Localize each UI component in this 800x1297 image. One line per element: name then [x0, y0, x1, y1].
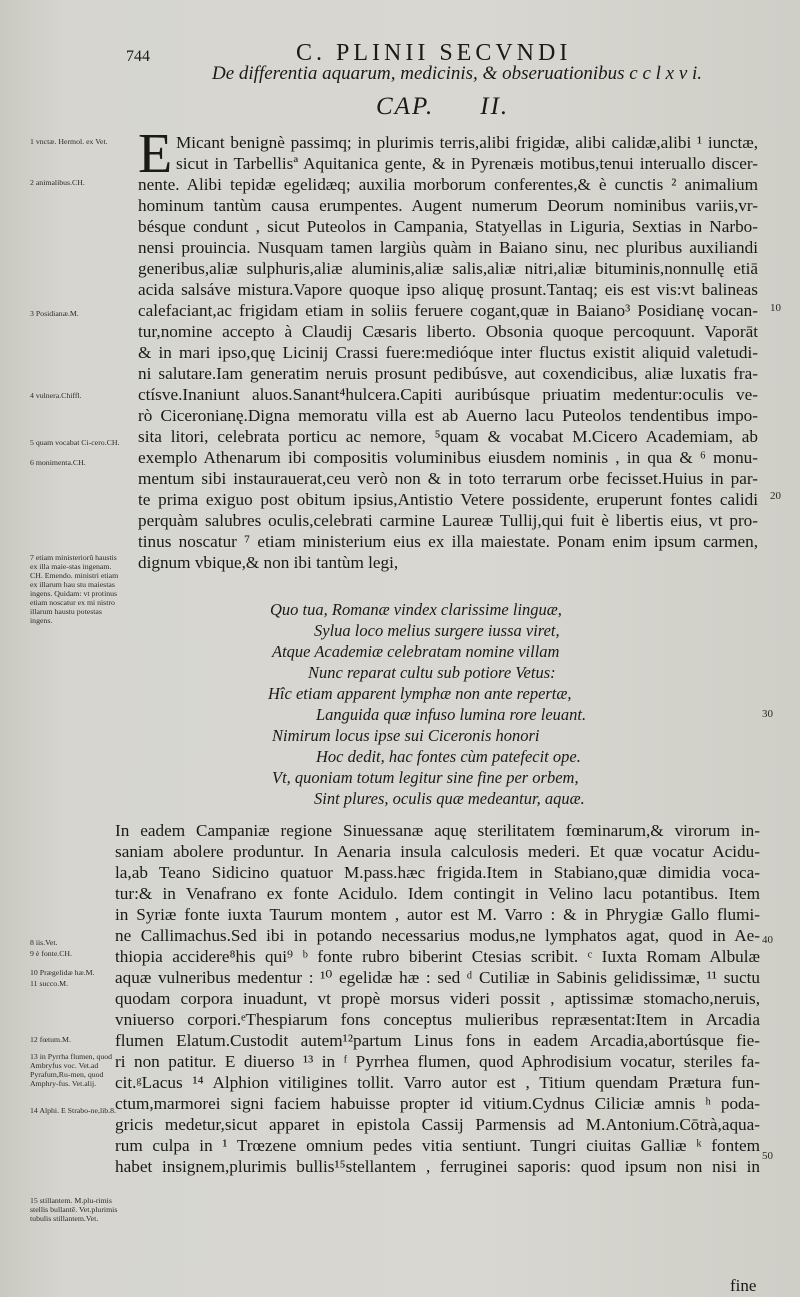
side-note: 13 in Pyrrha flumen, quod Ambryfus voc. Vet.ad Pyrafum,Ru-men, quod Amphry-fus. Vet.alij. — [30, 1052, 113, 1088]
text-line: mentum sibi instaurauerat,ceu verò non & in toto terrarum orbe fecisset.Huius in par- — [138, 469, 758, 488]
side-note: 9 è fonte.CH. — [30, 949, 73, 958]
text-line: bésque condunt , sicut Puteolos in Campania, Statyellas in Liguria, Sextias in Narbo- — [138, 217, 758, 236]
text-line: ctísve.Inaniunt aluos.Sanant⁴hulcera.Capiti auribúsque priuatim medentur:oculis ve- — [138, 385, 758, 404]
text-line: thiopia accidere⁸his qui⁹ ᵇ fonte rubro biberint Ctesias scribit. ᶜ Iuxta Romam Albulæ — [115, 947, 760, 966]
side-note: 2 animalibus.CH. — [30, 178, 85, 187]
text-line: generibus,aliæ sulphuris,aliæ aluminis,aliæ salis,aliæ nitri,aliæ bituminis,nonnullę etiā — [138, 259, 758, 278]
text-line: tinus noscatur ⁷ etiam ministerium eius ex illa maiestate. Ponam enim ipsum carmen, — [138, 532, 758, 551]
text-line: ctum,marmorei signi faciem habuisse propter id vitium.Cydnus Ciliciæ amnis ʰ poda- — [115, 1094, 760, 1113]
page-number: 744 — [126, 48, 150, 65]
text-line: Micant benignè passimq; in plurimis terris,alibi frigidæ, alibi calidæ,alibi ¹ iunctæ, — [176, 133, 758, 152]
text-line: te prima exiguo post obitum ipsius,Antistio Vetere possidente, eruperunt fontes calidi — [138, 490, 758, 509]
text-line: dignum vbique,& non ibi tantùm legi, — [138, 553, 399, 572]
paragraph-2 — [115, 820, 760, 1177]
text-line: habet insignem,plurimis bullis¹⁵stellantem , ferruginei saporis: quod ipsum non nisi in — [115, 1157, 760, 1176]
poem-line: Atque Academiæ celebratam nomine villam — [272, 642, 560, 661]
side-note: 4 vulnera.Chiffl. — [30, 391, 82, 400]
text-line: vniuerso corpori.ᵉThespiarum fons conceptus mulieribus repræsentat:Item in Arcadia — [115, 1010, 760, 1029]
text-line: sicut in Tarbellisª Aquitanica gente, & in Pyrenæis motibus,tenui interuallo discer- — [176, 154, 758, 173]
chapter-subtitle: De differentia aquarum, medicinis, & obseruationibus c c l x v i. — [212, 63, 703, 84]
text-line: rò Ciceronianę.Digna memoratu villa est ab Auerno lacu Puteolos tendentibus impo- — [138, 406, 758, 425]
poem-line: Sylua loco melius surgere iussa viret, — [314, 621, 560, 640]
side-note: 8 iis.Vet. — [30, 938, 58, 947]
text-line: calefaciant,ac frigidam etiam in soliis feruere cogant,quæ in Baiano³ Posidianę vocan- — [138, 301, 758, 320]
line-number-marker: 40 — [762, 934, 773, 946]
side-note: 6 monimenta.CH. — [30, 458, 86, 467]
running-title: C. PLINII SECVNDI — [296, 40, 572, 66]
text-line: sita litori, celebrata porticu ac nemore, ⁵quam & vocabat M.Cicero Academiam, ab — [138, 427, 758, 446]
poem-line: Sint plures, oculis quæ medeantur, aquæ. — [314, 789, 585, 808]
side-note: 10 Prægelidæ hæ.M. — [30, 968, 95, 977]
text-line: perquàm salubres oculis,celebrati carmine Laureæ Tullij,qui fuit è libertis eius, vt pro- — [138, 511, 758, 530]
text-line: & in mari ipso,quę Licinij Crassi fuere:medióque inter fluctus existit aliquid valetudi- — [138, 343, 758, 362]
side-note: 15 stillantem. M.plu-rimis stellis bullantē. Vet.plurimis tubulis stillantem.Vet. — [30, 1196, 118, 1223]
drop-cap: E — [138, 123, 173, 185]
line-number-marker: 10 — [770, 302, 781, 314]
catchword: fine — [730, 1276, 757, 1295]
text-line: nente. Alibi tepidæ egelidæq; auxilia morborum conferentes,& è cunctis ² animalium — [138, 175, 758, 194]
side-note: 12 fœtum.M. — [30, 1035, 71, 1044]
text-line: In eadem Campaniæ regione Sinuessanæ aquę sterilitatem fœminarum,& virorum in- — [115, 821, 760, 840]
text-line: acida salsáve mistura.Vapore quoque ipso aliquę prosunt.Tantaq; eis est vis:vt balineas — [138, 280, 758, 299]
line-number-marker: 20 — [770, 490, 781, 502]
text-line: flumen Elatum.Custodit autem¹²partum Linus fons in eadem Arcadia,abortúsque fie- — [115, 1031, 760, 1050]
side-note: 11 succo.M. — [30, 979, 69, 988]
text-line: hominum tantùm causa erumpentes. Augent numerum Deorum nominibus variis,vr- — [138, 196, 758, 215]
poem-line: Nimirum locus ipse sui Ciceronis honori — [272, 726, 540, 745]
text-line: saniam abolere produntur. In Aenaria insula calculosis mederi. Et quæ vocatur Acidu- — [115, 842, 760, 861]
poem-line: Nunc reparat cultu sub potiore Vetus: — [308, 663, 556, 682]
text-line: rum culpa in ¹ Trœzene omnium pedes vitia sentiunt. Tungri ciuitas Galliæ ᵏ fontem — [115, 1136, 760, 1155]
side-note: 3 Posidianæ.M. — [30, 309, 79, 318]
line-number-marker: 50 — [762, 1150, 773, 1162]
line-number-marker: 30 — [762, 708, 773, 720]
chapter-heading — [376, 93, 509, 121]
side-note: 7 etiam ministeriorũ haustis ex illa maie-stas ingenam. CH. Emendo. ministri etiam ex illarum hau stu maiestas ingens. Quidam: vt protinus etiam noscatur ex mi nistro illarum haustu potestas ingens. — [30, 553, 119, 625]
text-line: nensi prouincia. Nusquam tamen largiùs quàm in Baiano sinu, nec pluribus auxiliandi — [138, 238, 758, 257]
chapter-number: II. — [480, 93, 510, 120]
text-line: gricis medetur,sicut apparet in epistola Cassij Parmensis ad M.Antonium.Cōtrà,aqua- — [115, 1115, 760, 1134]
side-note: 14 Alphi. E Strabo-ne,lib.8. — [30, 1106, 116, 1115]
text-line: ri non patitur. E diuerso ¹³ in ᶠ Pyrrhea flumen, quod Aphrodisium vocatur, steriles fa- — [115, 1052, 760, 1071]
poem-line: Hoc dedit, hac fontes cùm patefecit ope. — [316, 747, 581, 766]
poem-line: Quo tua, Romanæ vindex clarissime linguæ, — [270, 600, 562, 619]
poem-line: Hîc etiam apparent lymphæ non ante repertæ, — [268, 684, 572, 703]
chapter-label: CAP. — [376, 93, 435, 120]
side-note: 5 quam vocabat Ci-cero.CH. — [30, 438, 120, 447]
poem-line: Languida quæ infuso lumina rore leuant. — [316, 705, 587, 724]
poem-line: Vt, quoniam totum legitur sine fine per orbem, — [272, 768, 579, 787]
text-line: ni salutare.Iam generatim neruis prosunt pedibúsve, aut coxendicibus, aliæ luxatis fra- — [138, 364, 758, 383]
text-line: aquæ vulneribus medentur : ¹⁰ egelidæ hæ : sed ᵈ Cutiliæ in Sabinis gelidissimæ, ¹¹ suctu — [115, 968, 760, 987]
text-line: la,ab Teano Sidicino quatuor M.pass.hæc frigida.Item in Stabiano,quæ dimidia voca- — [115, 863, 760, 882]
side-note: 1 vnctæ. Hermol. ex Vet. — [30, 137, 108, 146]
text-line: tur,nomine accepto à Claudij Cæsaris liberto. Obsonia quoque percoquunt. Vaporāt — [138, 322, 758, 341]
text-line: ne Callimachus.Sed ibi in potando necessarius modus,ne lymphatos agat, quod in Ae- — [115, 926, 760, 945]
text-line: quodam corpora inuadunt, vt propè morsus videri possit , aptissimæ stomacho,neruis, — [115, 989, 760, 1008]
text-line: tur:& in Venafrano ex fonte Acidulo. Idem contingit in Velino lacu potantibus. Item — [115, 884, 760, 903]
poem — [138, 599, 758, 809]
paragraph-1 — [138, 123, 758, 573]
text-line: exemplo Athenarum ibi compositis voluminibus eiusdem nominis , in qua & ⁶ monu- — [138, 448, 758, 467]
text-line: in Syriæ fonte iuxta Taurum montem , autor est M. Varro : & in Phrygiæ Gallo flumi- — [115, 905, 760, 924]
text-line: cit.ᵍLacus ¹⁴ Alphion vitiligines tollit. Varro autor est , Titium quendam Prætura fun- — [115, 1073, 760, 1092]
